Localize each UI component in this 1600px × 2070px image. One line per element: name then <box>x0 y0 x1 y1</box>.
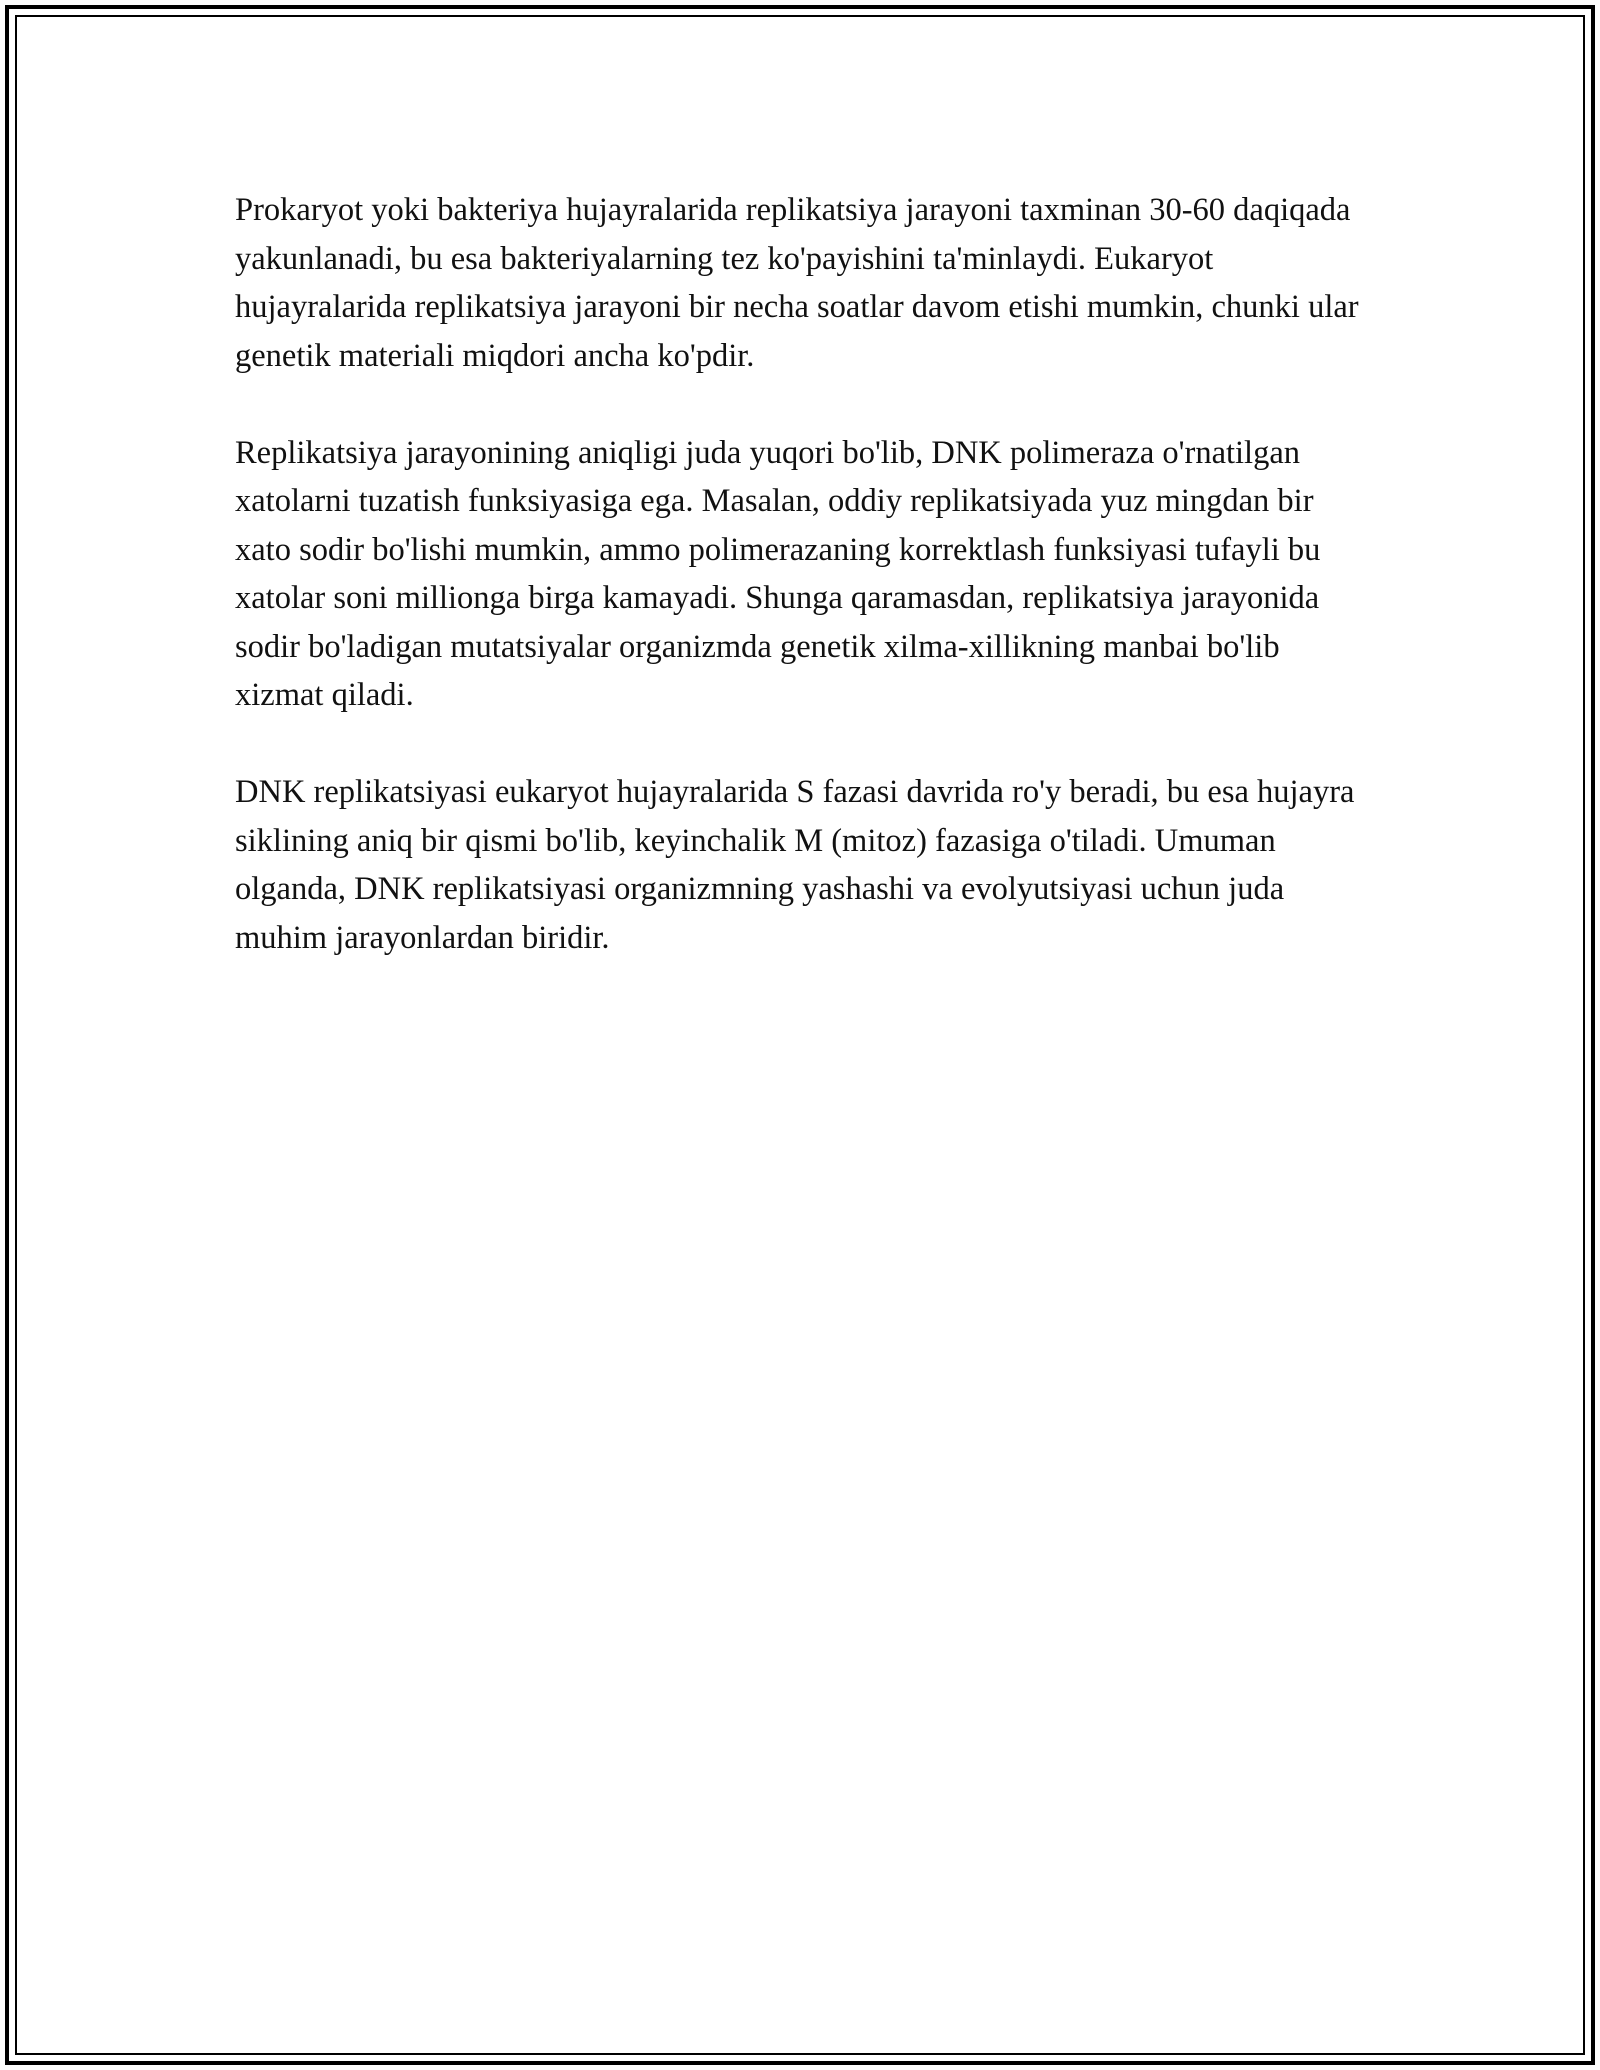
paragraph-3: DNK replikatsiyasi eukaryot hujayralarida S fazasi davrida ro'y beradi, bu esa hujayra siklining aniq bir qismi bo'lib, keyinchalik M (mitoz) fazasiga o'tiladi. Umuman olganda, DNK replikatsiyasi organizmning yashashi va evolyutsiyasi uchun juda muhim jarayonlardan biridir. <box>235 774 1355 956</box>
paragraph-1: Prokaryot yoki bakteriya hujayralarida replikatsiya jarayoni taxminan 30-60 daqiqada yakunlanadi, bu esa bakteriyalarning tez ko'payishini ta'minlaydi. Eukaryot hujayralarida replikatsiya jarayoni bir necha soatlar davom etishi mumkin, chunki ular genetik materiali miqdori ancha ko'pdir. <box>235 192 1359 374</box>
document-body <box>235 186 1375 1011</box>
paragraph-2: Replikatsiya jarayonining aniqligi juda yuqori bo'lib, DNK polimeraza o'rnatilgan xatolarni tuzatish funksiyasiga ega. Masalan, oddiy replikatsiyada yuz mingdan bir xato sodir bo'lishi mumkin, ammo polimerazaning korrektlash funksiyasi tufayli bu xatolar soni millionga birga kamayadi. Shunga qaramasdan, replikatsiya jarayonida sodir bo'ladigan mutatsiyalar organizmda genetik xilma-xillikning manbai bo'lib xizmat qiladi. <box>235 434 1321 713</box>
